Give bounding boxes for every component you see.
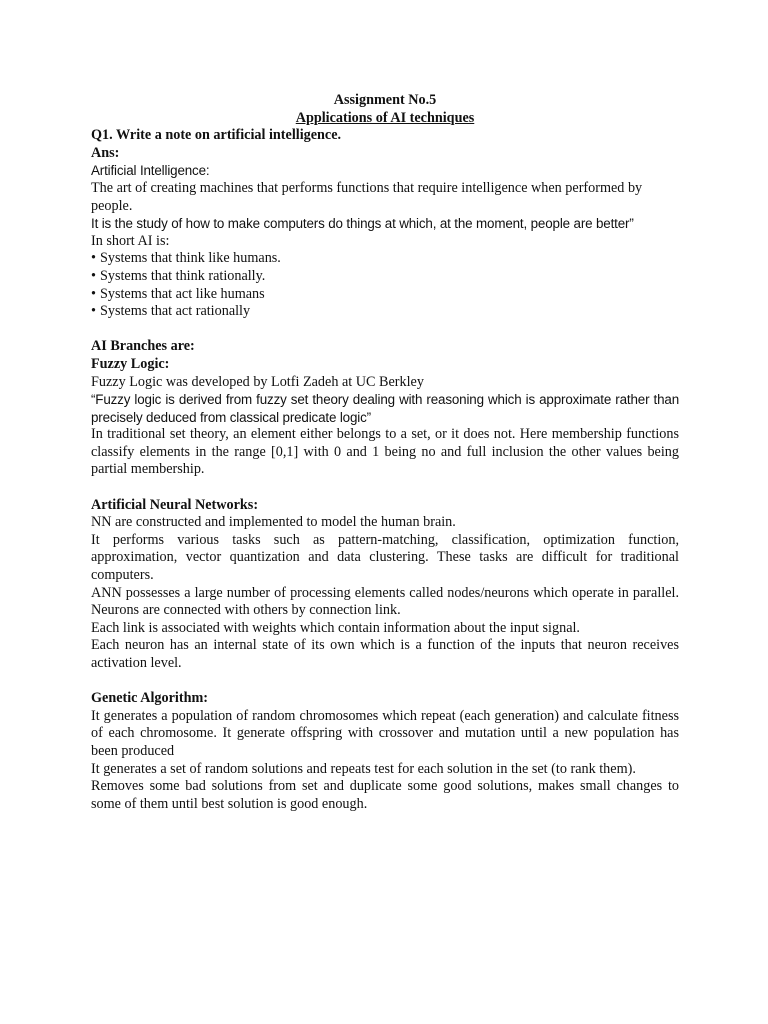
assignment-subtitle: Applications of AI techniques (295, 109, 475, 126)
spacer (91, 479, 679, 497)
ai-study: It is the study of how to make computers do things at which, at the moment, people are better” (91, 216, 634, 232)
list-item (91, 250, 679, 268)
list-item (91, 286, 679, 304)
bullet-text: Systems that act like humans (99, 285, 265, 302)
ann-paragraph-1: NN are constructed and implemented to model the human brain. (91, 514, 456, 531)
fuzzy-quote: “Fuzzy logic is derived from fuzzy set theory dealing with reasoning which is approximate rather than precisely deduced from classical predicate logic” (91, 392, 679, 425)
ai-bullet-list (91, 250, 679, 320)
answer-label: Ans: (91, 144, 120, 161)
list-item (91, 268, 679, 286)
spacer (91, 673, 679, 691)
document-page (91, 92, 679, 813)
ann-paragraph-2: It performs various tasks such as pattern-matching, classification, optimization function, approximation, vector quantization and data clustering. These tasks are difficult for traditional computers. (91, 531, 679, 584)
list-item (91, 303, 679, 321)
bullet-icon: • (91, 267, 96, 284)
ga-heading: Genetic Algorithm: (91, 690, 209, 707)
ann-paragraph-5: Each neuron has an internal state of its own which is a function of the inputs that neuron receives activation level. (91, 637, 679, 671)
question-1: Q1. Write a note on artificial intelligence. (91, 127, 342, 144)
ai-heading: Artificial Intelligence: (91, 163, 210, 179)
fuzzy-paragraph-1: Fuzzy Logic was developed by Lotfi Zadeh at UC Berkley (91, 373, 424, 390)
bullet-icon: • (91, 285, 96, 302)
bullet-text: Systems that act rationally (99, 303, 251, 320)
ga-paragraph-3: Removes some bad solutions from set and duplicate some good solutions, makes small changes to some of them until best solution is good enough. (91, 778, 679, 812)
ai-definition: The art of creating machines that performs functions that require intelligence when performed by people. (91, 179, 643, 214)
ga-paragraph-2: It generates a set of random solutions and repeats test for each solution in the set (to rank them). (91, 760, 636, 777)
bullet-text: Systems that think rationally. (99, 267, 266, 284)
fuzzy-heading: Fuzzy Logic: (91, 355, 170, 372)
ann-heading: Artificial Neural Networks: (91, 496, 259, 513)
bullet-icon: • (91, 303, 96, 320)
bullet-text: Systems that think like humans. (99, 250, 281, 267)
ann-paragraph-3: ANN possesses a large number of processing elements called nodes/neurons which operate in parallel. Neurons are connected with others by connection link. (91, 584, 679, 619)
ga-paragraph-1: It generates a population of random chromosomes which repeat (each generation) and calculate fitness of each chromosome. It generate offspring with crossover and mutation until a new population has been produced (91, 707, 679, 759)
ann-paragraph-4: Each link is associated with weights which contain information about the input signal. (91, 619, 580, 636)
fuzzy-paragraph-3: In traditional set theory, an element either belongs to a set, or it does not. Here membership functions classify elements in the range [0,1] with 0 and 1 being no and full inclusion the other values being partial membership. (91, 426, 679, 478)
ai-short: In short AI is: (91, 232, 170, 249)
bullet-icon: • (91, 250, 96, 267)
spacer (91, 321, 679, 339)
branches-heading: AI Branches are: (91, 338, 195, 355)
assignment-title: Assignment No.5 (333, 92, 437, 108)
